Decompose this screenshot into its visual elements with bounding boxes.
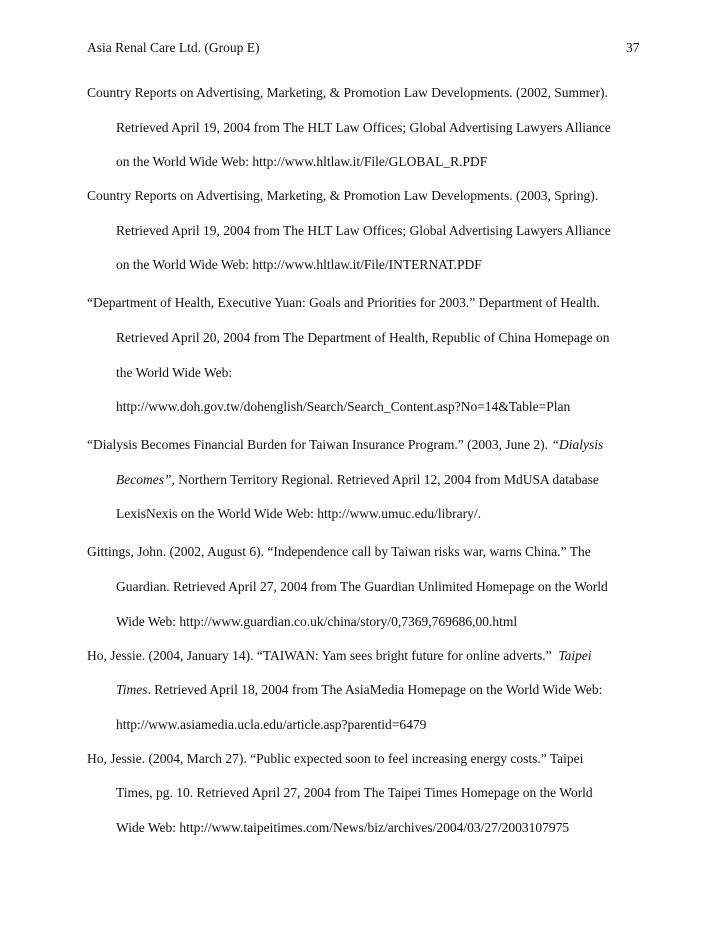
- reference-line: [87, 647, 647, 665]
- reference-line: the World Wide Web:: [116, 364, 233, 380]
- reference-italic-text: Becomes”,: [116, 471, 175, 487]
- reference-entry: [87, 294, 647, 416]
- reference-line: on the World Wide Web: http://www.hltlaw.it/File/INTERNAT.PDF: [116, 257, 482, 273]
- reference-italic-text: Times: [116, 682, 148, 698]
- reference-text: “Dialysis Becomes Financial Burden for Taiwan Insurance Program.” (2003, June 2).: [87, 437, 552, 453]
- reference-text: Ho, Jessie. (2004, January 14). “TAIWAN: Yam sees bright future for online adverts.”: [87, 647, 559, 663]
- reference-line: Guardian. Retrieved April 27, 2004 from The Guardian Unlimited Homepage on the World: [116, 578, 608, 594]
- reference-line: “Department of Health, Executive Yuan: Goals and Priorities for 2003.” Department of Health.: [87, 295, 600, 311]
- page-number: 37: [626, 40, 640, 55]
- reference-entry: [87, 84, 647, 171]
- reference-italic-text: “Dialysis: [551, 437, 604, 453]
- reference-text: . Retrieved April 18, 2004 from The AsiaMedia Homepage on the World Wide Web:: [147, 682, 603, 698]
- reference-entry: [87, 750, 647, 837]
- reference-line: http://www.asiamedia.ucla.edu/article.asp?parentid=6479: [116, 716, 427, 732]
- reference-line: Wide Web: http://www.guardian.co.uk/china/story/0,7369,769686,00.html: [116, 613, 518, 629]
- reference-line: Retrieved April 19, 2004 from The HLT Law Offices; Global Advertising Lawyers Alliance: [116, 222, 611, 238]
- reference-line: [87, 436, 647, 454]
- reference-line: Retrieved April 19, 2004 from The HLT Law Offices; Global Advertising Lawyers Alliance: [116, 119, 611, 135]
- reference-line: Times, pg. 10. Retrieved April 27, 2004 from The Taipei Times Homepage on the World: [116, 785, 593, 801]
- reference-line: [87, 471, 647, 489]
- reference-entry: [87, 187, 647, 274]
- reference-entry: [87, 647, 647, 734]
- reference-italic-text: Taipei: [558, 647, 592, 663]
- reference-line: Gittings, John. (2002, August 6). “Independence call by Taiwan risks war, warns China.” The: [87, 544, 591, 560]
- reference-line: Ho, Jessie. (2004, March 27). “Public expected soon to feel increasing energy costs.” Taipei: [87, 750, 584, 766]
- reference-entry: [87, 543, 647, 630]
- reference-text: Northern Territory Regional. Retrieved April 12, 2004 from MdUSA database: [174, 471, 599, 487]
- reference-line: Wide Web: http://www.taipeitimes.com/News/biz/archives/2004/03/27/2003107975: [116, 819, 570, 835]
- reference-line: Country Reports on Advertising, Marketing, & Promotion Law Developments. (2002, Summer).: [87, 85, 608, 100]
- reference-line: LexisNexis on the World Wide Web: http://www.umuc.edu/library/.: [116, 506, 481, 522]
- reference-line: on the World Wide Web: http://www.hltlaw.it/File/GLOBAL_R.PDF: [116, 154, 488, 170]
- reference-line: Country Reports on Advertising, Marketing, & Promotion Law Developments. (2003, Spring).: [87, 188, 599, 204]
- reference-line: http://www.doh.gov.tw/dohenglish/Search/Search_Content.asp?No=14&Table=Plan: [116, 399, 571, 415]
- reference-list: [87, 84, 647, 853]
- reference-line: [87, 681, 647, 699]
- reference-entry: [87, 436, 647, 523]
- running-head: Asia Renal Care Ltd. (Group E): [87, 40, 260, 55]
- reference-line: Retrieved April 20, 2004 from The Department of Health, Republic of China Homepage on: [116, 329, 610, 345]
